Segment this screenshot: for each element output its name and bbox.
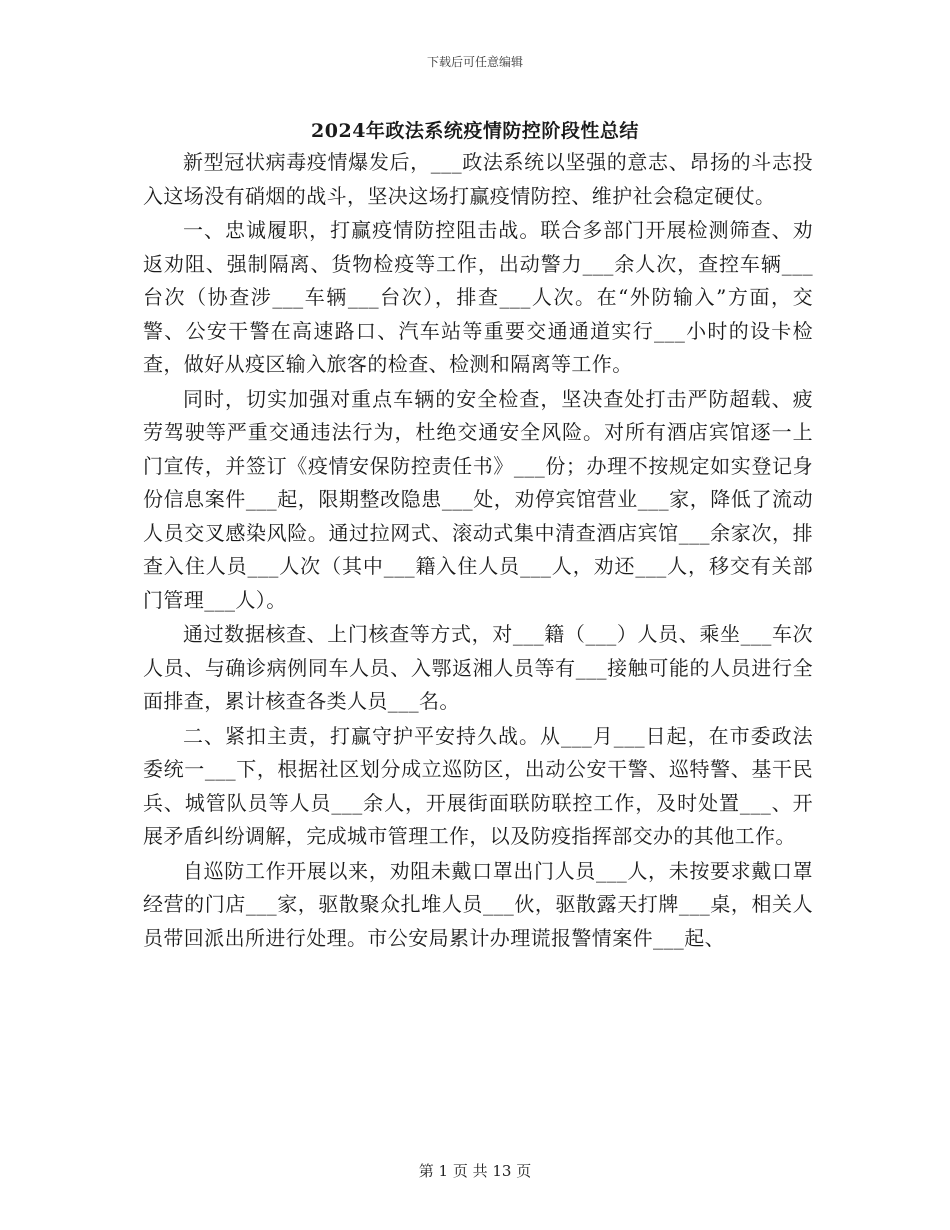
paragraph: 通过数据核查、上门核查等方式，对___籍（___）人员、乘坐___车次人员、与确诊病例同车人员、入鄂返湘人员等有___接触可能的人员进行全面排查，累计核查各类人员___名。 (143, 622, 813, 713)
paragraph: 自巡防工作开展以来，劝阻未戴口罩出门人员___人，未按要求戴口罩经营的门店___家，驱散聚众扎堆人员___伙，驱散露天打牌___桌，相关人员带回派出所进行处理。市公安局累计办理谎报警情案件___起、 (143, 858, 813, 950)
document-body (143, 146, 813, 956)
paragraph: 同时，切实加强对重点车辆的安全检查，坚决查处打击严防超载、疲劳驾驶等严重交通违法行为，杜绝交通安全风险。对所有酒店宾馆逐一上门宣传，并签订《疫情安保防控责任书》___份；办理不按规定如实登记身份信息案件___起，限期整改隐患___处，劝停宾馆营业___家，降低了流动人员交叉感染风险。通过拉网式、滚动式集中清查酒店宾馆___余家次，排查入住人员___人次（其中___籍入住人员___人，劝还___人，移交有关部门管理___人）。 (143, 386, 813, 612)
document-title: 2024年政法系统疫情防控阶段性总结 (311, 120, 639, 142)
paragraph: 二、紧扣主责，打赢守护平安持久战。从___月___日起，在市委政法委统一___下，根据社区划分成立巡防区，出动公安干警、巡特警、基干民兵、城管队员等人员___余人，开展街面联防联控工作，及时处置___、开展矛盾纠纷调解，完成城市管理工作，以及防疫指挥部交办的其他工作。 (143, 723, 813, 848)
header-note: 下载后可任意编辑 (426, 55, 523, 69)
paragraph: 一、忠诚履职，打赢疫情防控阻击战。联合多部门开展检测筛查、劝返劝阻、强制隔离、货物检疫等工作，出动警力___余人次，查控车辆___台次（协查涉___车辆___台次），排查___人次。在“外防输入”方面，交警、公安干警在高速路口、汽车站等重要交通通道实行___小时的设卡检查，做好从疫区输入旅客的检查、检测和隔离等工作。 (143, 218, 813, 376)
page-indicator: 第 1 页 共 13 页 (418, 1162, 532, 1180)
paragraph: 新型冠状病毒疫情爆发后，___政法系统以坚强的意志、昂扬的斗志投入这场没有硝烟的战斗，坚决这场打赢疫情防控、维护社会稳定硬仗。 (143, 150, 813, 208)
